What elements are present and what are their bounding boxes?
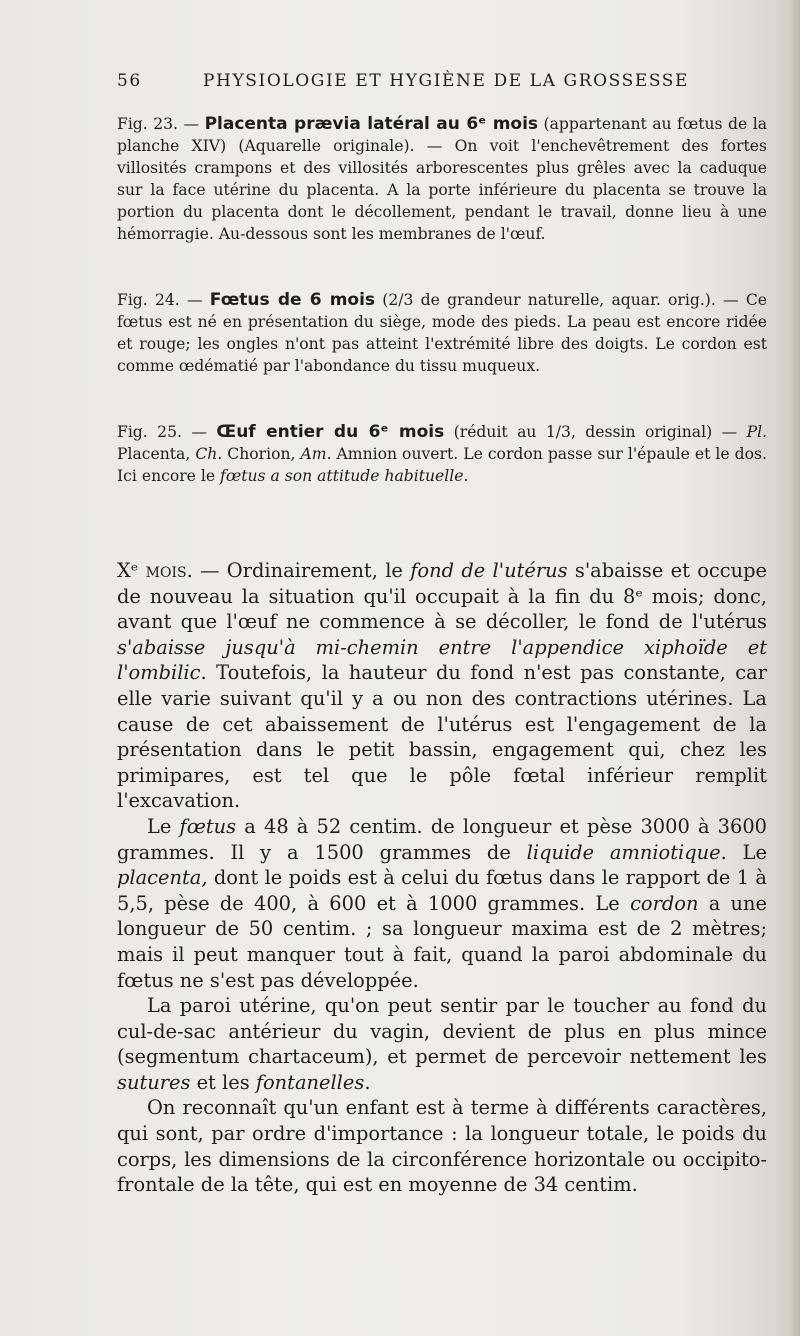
body-text [117, 558, 767, 1198]
page-number: 56 [117, 71, 142, 91]
paragraph: La paroi utérine, qu'on peut sentir par le toucher au fond du cul-de-sac antérieur du vagin, devient de plus en plus mince (segmentum chartaceum), et permet de percevoir nettement les sutures et les fontanelles. [117, 994, 767, 1094]
page-edge [786, 0, 800, 1336]
figure-caption-24: Fig. 24. — Fœtus de 6 mois (2/3 de grandeur naturelle, aquar. orig.). — Ce fœtus est né en présentation du siège, mode des pieds. La peau est encore ridée et rouge; les ongles n'ont pas atteint l'extrémité libre des doigts. Le cordon est comme œdématié par l'abondance du tissu muqueux. [117, 290, 767, 375]
caption-title: Placenta prævia latéral au 6ᵉ mois [204, 114, 539, 134]
paragraph: On reconnaît qu'un enfant est à terme à différents caractères, qui sont, par ordre d'importance : la longueur totale, le poids du corps, les dimensions de la circonférence horizontale ou occipito-frontale de la tête, qui est en moyenne de 34 centim. [117, 1096, 767, 1197]
figure-caption-23: Fig. 23. — Placenta prævia latéral au 6ᵉ mois (appartenant au fœtus de la planche XIV) (Aquarelle originale). — On voit l'enchevêtrement des fortes villosités crampons et des villosités arborescentes plus grêles avec la caduque sur la face utérine du placenta. A la porte inférieure du placenta se trouve la portion du placenta dont le décollement, pendant le travail, donne lieu à une hémorragie. Au-dessous sont les membranes de l'œuf. [117, 114, 767, 243]
paragraph: Xᵉ mois. — Ordinairement, le fond de l'utérus s'abaisse et occupe de nouveau la situation qu'il occupait à la fin du 8ᵉ mois; donc, avant que l'œuf ne commence à se décoller, le fond de l'utérus s'abaisse jusqu'à mi-chemin entre l'appendice xiphoïde et l'ombilic. Toutefois, la hauteur du fond n'est pas constante, car elle varie suivant qu'il y a ou non des contractions utérines. La cause de cet abaissement de l'utérus est l'engagement de la présentation dans le petit bassin, engagement qui, chez les primipares, est tel que le pôle fœtal inférieur remplit l'excavation. [117, 559, 767, 813]
paragraph: Le fœtus a 48 à 52 centim. de longueur et pèse 3000 à 3600 grammes. Il y a 1500 grammes de liquide amniotique. Le placenta, dont le poids est à celui du fœtus dans le rapport de 1 à 5,5, pèse de 400, à 600 et à 1000 grammes. Le cordon a une longueur de 50 centim. ; sa longueur maxima est de 2 mètres; mais il peut manquer tout à fait, quand la paroi abdominale du fœtus ne s'est pas développée. [117, 814, 768, 992]
running-title: PHYSIOLOGIE ET HYGIÈNE DE LA GROSSESSE [203, 71, 690, 91]
figure-caption-25: Fig. 25. — Œuf entier du 6ᵉ mois (réduit au 1/3, dessin original) — Pl. Placenta, Ch. Chorion, Am. Amnion ouvert. Le cordon passe sur l'épaule et le dos. Ici encore le fœtus a son attitude habituelle. [117, 422, 768, 485]
caption-title: Œuf entier du 6ᵉ mois [216, 422, 445, 442]
section-heading: Xᵉ mois. [117, 559, 193, 582]
caption-title: Fœtus de 6 mois [209, 290, 376, 310]
